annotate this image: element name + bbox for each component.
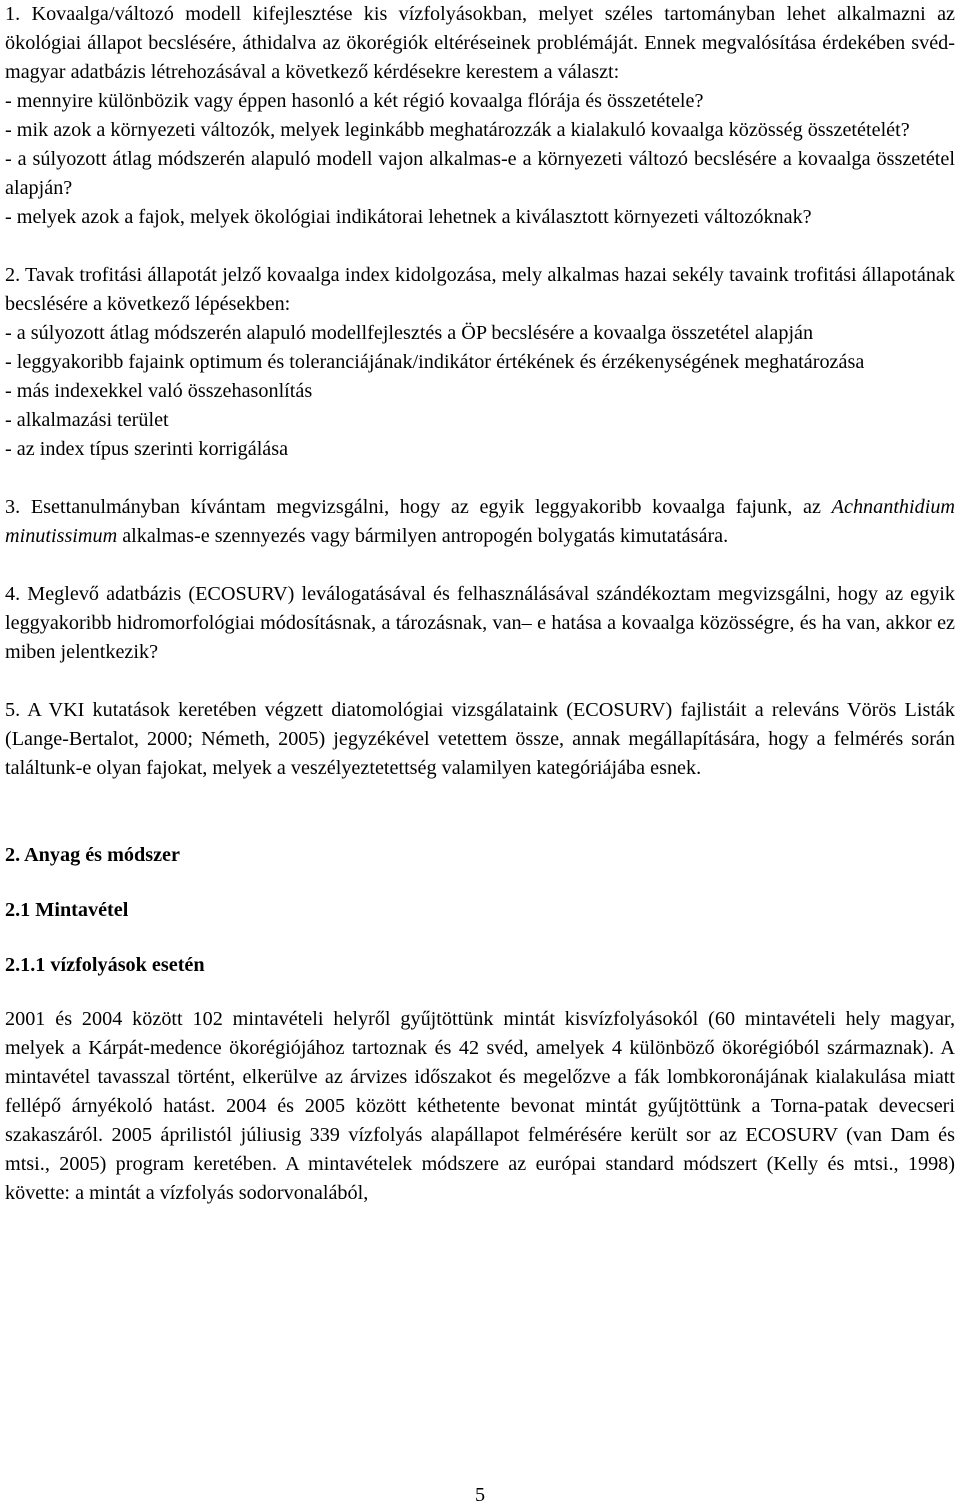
spacer [5,783,955,812]
section-1-question-2: - mik azok a környezeti változók, melyek leginkább meghatározzák a kialakuló kovaalga közösség összetételét? [5,119,910,141]
section-3-text-before: 3. Esettanulmányban kívántam megvizsgálni, hogy az egyik leggyakoribb kovaalga fajunk, az [5,496,821,518]
spacer [5,232,955,261]
section-2-step-4: - alkalmazási terület [5,409,169,431]
spacer [5,464,955,493]
section-1-question-1: - mennyire különbözik vagy éppen hasonló a két régió kovaalga flórája és összetétele? [5,90,704,112]
section-2-step-3: - más indexekkel való összehasonlítás [5,380,313,402]
spacer [5,870,955,896]
species-name: Achnanthidium minutissimum [5,496,956,547]
section-1-question-3: - a súlyozott átlag módszerén alapuló modell vajon alkalmas-e a környezeti változó becslésére a kovaalga összetétel alapján? [5,148,955,199]
section-1-intro: 1. Kovaalga/változó modell kifejlesztése kis vízfolyásokban, melyet széles tartományban lehet alkalmazni az ökológiai állapot becslésére, áthidalva az ökorégiók eltéréseinek problémáját. Ennek megvalósítása érdekében svéd-magyar adatbázis létrehozásával a következő kérdésekre kerestem a választ: [5,3,955,83]
spacer [5,812,955,841]
section-1-question-4: - melyek azok a fajok, melyek ökológiai indikátorai lehetnek a kiválasztott környezeti változóknak? [5,206,812,228]
section-2-step-1: - a súlyozott átlag módszerén alapuló modellfejlesztés a ÖP becslésére a kovaalga összetétel alapján [5,322,814,344]
section-3-text-after: alkalmas-e szennyezés vagy bármilyen antropogén bolygatás kimutatására. [122,525,729,547]
section-4-paragraph: 4. Meglevő adatbázis (ECOSURV) leválogatásával és felhasználásával szándékoztam megvizsgálni, hogy az egyik leggyakoribb hidromorfológiai módosításnak, a tározásnak, van– e hatása a kovaalga közösségre, és ha van, akkor ez miben jelentkezik? [5,583,955,663]
spacer [5,551,955,580]
section-2-step-5: - az index típus szerinti korrigálása [5,438,289,460]
section-2-step-2: - leggyakoribb fajaink optimum és toleranciájának/indikátor értékének és érzékenységének meghatározása [5,351,865,373]
spacer [5,925,955,951]
section-3-paragraph [5,493,955,551]
body-paragraph: 2001 és 2004 között 102 mintavételi helyről gyűjtöttünk mintát kisvízfolyásokól (60 mintavételi hely magyar, melyek a Kárpát-medence ökorégiójához tartoznak és 42 svéd, amelyek 4 különböző ökorégióból származnak). A mintavétel tavasszal történt, elkerülve az árvizes időszakot és megelőzve a fák lombkoronájának kialakulása miatt fellépő árnyékoló hatást. 2004 és 2005 között kéthetente bevonat mintát gyűjtöttünk a Torna-patak devecseri szakaszáról. 2005 áprilistól júliusig 339 vízfolyás alapállapot felmérésére került sor az ECOSURV (van Dam és mtsi., 2005) program keretében. A mintavételek módszere az európai standard módszert (Kelly és mtsi., 1998) követte: a mintát a vízfolyás sodorvonalából, [5,1008,955,1204]
document-page [5,0,955,1208]
heading-vizfolyasok-eseten: 2.1.1 vízfolyások esetén [5,954,205,976]
spacer [5,980,955,1005]
spacer [5,667,955,696]
heading-mintavetel: 2.1 Mintavétel [5,899,129,921]
section-2-intro: 2. Tavak trofitási állapotát jelző kovaalga index kidolgozása, mely alkalmas hazai sekély tavaink trofitási állapotának becslésére a következő lépésekben: [5,264,955,315]
page-number: 5 [474,1484,486,1506]
heading-anyag-es-modszer: 2. Anyag és módszer [5,844,180,866]
section-5-paragraph: 5. A VKI kutatások keretében végzett diatomológiai vizsgálataink (ECOSURV) fajlistáit a releváns Vörös Listák (Lange-Bertalot, 2000; Németh, 2005) jegyzékével vetettem össze, annak megállapítására, hogy a felmérés során találtunk-e olyan fajokat, melyek a veszélyeztetettség valamilyen kategóriájába esnek. [5,699,955,779]
